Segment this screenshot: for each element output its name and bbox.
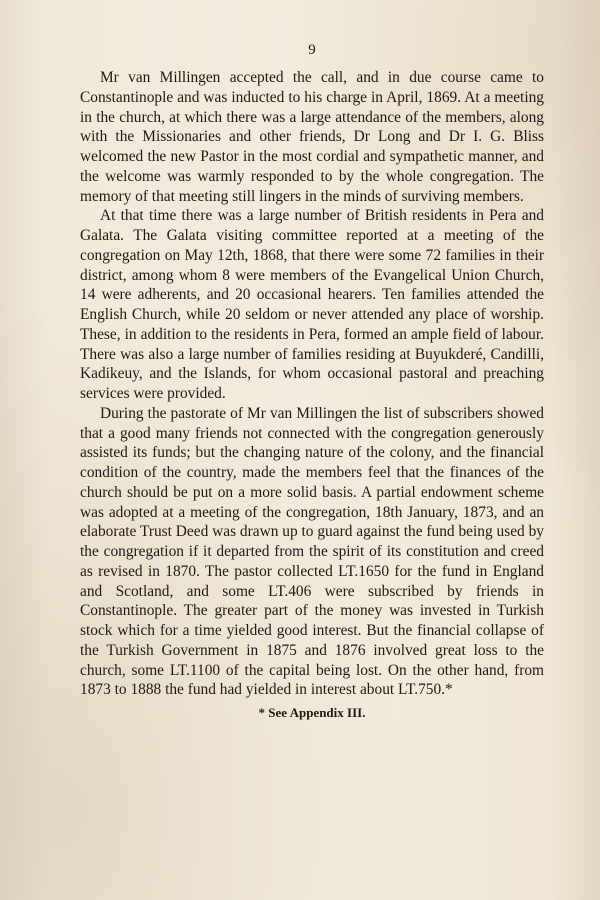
paragraph-call-and-induction: Mr van Millingen accepted the call, and in due course came to Constantinople and was inducted to his charge in April, 1869. At a meeting in the church, at which there was a large attendance of the members, along with the Missionaries and other friends, Dr Long and Dr I. G. Bliss welcomed the new Pastor in the most cordial and sympathetic manner, and the welcome was warmly responded to by the whole congregation. The memory of that meeting still lingers in the minds of surviving members. bbox=[80, 69, 544, 205]
body-text bbox=[80, 68, 544, 700]
paragraph-endowment-scheme: During the pastorate of Mr van Millingen the list of subscribers showed that a good many friends not connected with the congregation generously assisted its funds; but the changing nature of the colony, and the financial condition of the country, made the members feel that the finances of the church should be put on a more solid basis. A partial endowment scheme was adopted at a meeting of the congregation, 18th January, 1873, and an elaborate Trust Deed was drawn up to guard against the fund being used by the congregation if it departed from the spirit of its constitution and creed as revised in 1870. The pastor collected LT.1650 for the fund in England and Scotland, and some LT.406 were subscribed by friends in Constantinople. The greater part of the money was invested in Turkish stock which for a time yielded good interest. But the financial collapse of the Turkish Government in 1875 and 1876 involved great loss to the church, some LT.1100 of the capital being lost. On the other hand, from 1873 to 1888 the fund had yielded in interest about LT.750.* bbox=[80, 404, 544, 699]
paragraph-british-residents: At that time there was a large number of British residents in Pera and Galata. The Galata visiting committee reported at a meeting of the congregation on May 12th, 1868, that there were some 72 families in their district, among whom 8 were members of the Evangelical Union Church, 14 were adherents, and 20 occasional hearers. Ten families attended the English Church, while 20 seldom or never attended any place of worship. These, in addition to the residents in Pera, formed an ample field of labour. There was also a large number of families residing at Buyukderé, Candilli, Kadikeuy, and the Islands, for whom occasional pastoral and preaching services were provided. bbox=[80, 207, 544, 402]
footnote: * See Appendix III. bbox=[258, 705, 366, 720]
page-number: 9 bbox=[308, 42, 316, 58]
